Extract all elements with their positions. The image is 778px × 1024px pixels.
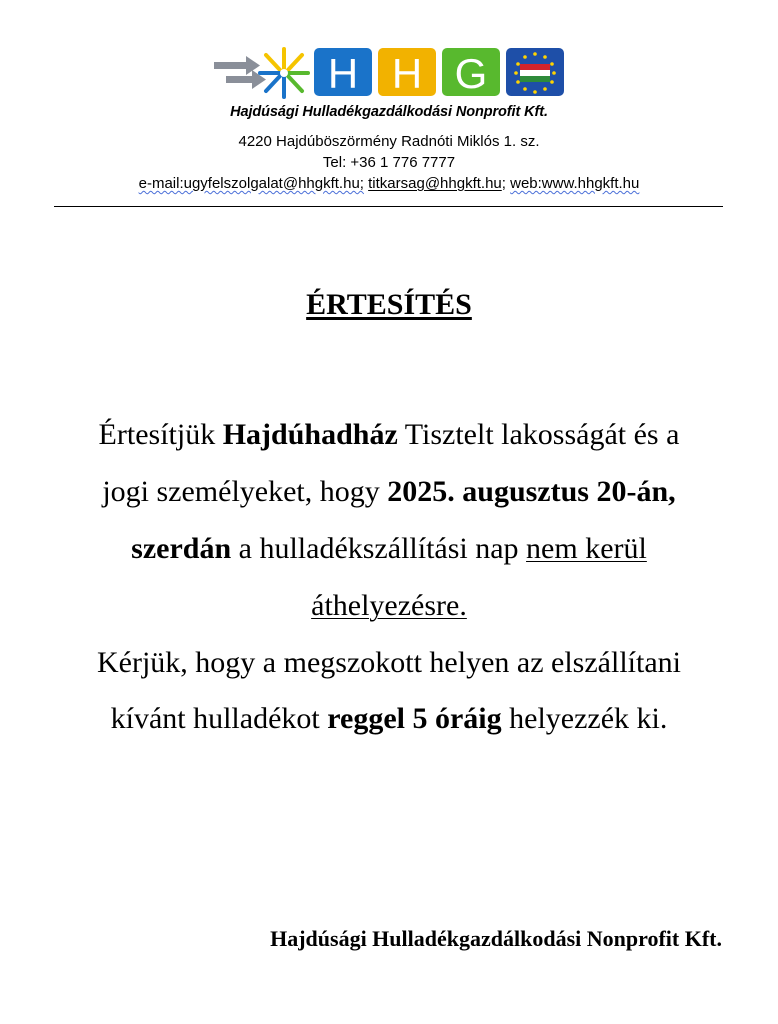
svg-text:H: H <box>327 50 359 97</box>
contact-separator: ; <box>501 175 506 192</box>
notice-line-2 <box>40 477 738 534</box>
header-divider <box>54 206 723 207</box>
text-span: a hulladékszállítási nap <box>231 532 527 565</box>
signature: Hajdúsági Hulladékgazdálkodási Nonprofit Kft. <box>270 926 722 951</box>
notice-line-6 <box>40 704 738 761</box>
contact-line <box>0 175 778 192</box>
letter-h1-tile <box>314 48 372 97</box>
text-span: Értesítjük <box>98 418 223 451</box>
hhg-logo <box>214 46 566 100</box>
notice-date: 2025. augusztus 20-án, <box>387 475 676 508</box>
town-name: Hajdúhadház <box>222 418 398 451</box>
company-phone: Tel: +36 1 776 7777 <box>322 154 456 171</box>
email-link-secretariat[interactable]: titkarsag@hhgkft.hu <box>368 175 502 192</box>
text-span: helyezzék ki. <box>501 702 668 735</box>
notice-line-4 <box>40 591 738 648</box>
email-link-customer-service[interactable]: e-mail:ugyfelszolgalat@hhgkft.hu; <box>138 175 364 192</box>
text-span: Kérjük, hogy a megszokott helyen az elszállítani <box>97 646 681 679</box>
notice-title: ÉRTESÍTÉS <box>306 288 472 321</box>
web-link[interactable]: web:www.hhgkft.hu <box>510 175 640 192</box>
notice-body <box>40 420 738 761</box>
eu-hungary-flag-icon <box>506 48 564 96</box>
emphasis-not-moved: nem kerül <box>526 532 647 565</box>
text-span: jogi személyeket, hogy <box>102 475 388 508</box>
text-span: Tisztelt lakosságát és a <box>397 418 680 451</box>
notice-line-3 <box>40 534 738 591</box>
burst-icon <box>260 49 308 97</box>
company-address: 4220 Hajdúböszörmény Radnóti Miklós 1. sz. <box>238 133 540 150</box>
pickup-deadline: reggel 5 óráig <box>327 702 502 735</box>
svg-text:G: G <box>454 50 488 97</box>
company-name-header: Hajdúsági Hulladékgazdálkodási Nonprofit Kft. <box>230 104 548 120</box>
notice-line-5 <box>40 648 738 704</box>
notice-line-1 <box>40 420 738 477</box>
emphasis-relocation: áthelyezésre. <box>311 589 467 622</box>
notice-weekday: szerdán <box>131 532 232 565</box>
letter-h2-tile <box>378 48 436 97</box>
svg-text:H: H <box>391 50 423 97</box>
text-span: kívánt hulladékot <box>110 702 328 735</box>
letter-g-tile <box>442 48 500 97</box>
